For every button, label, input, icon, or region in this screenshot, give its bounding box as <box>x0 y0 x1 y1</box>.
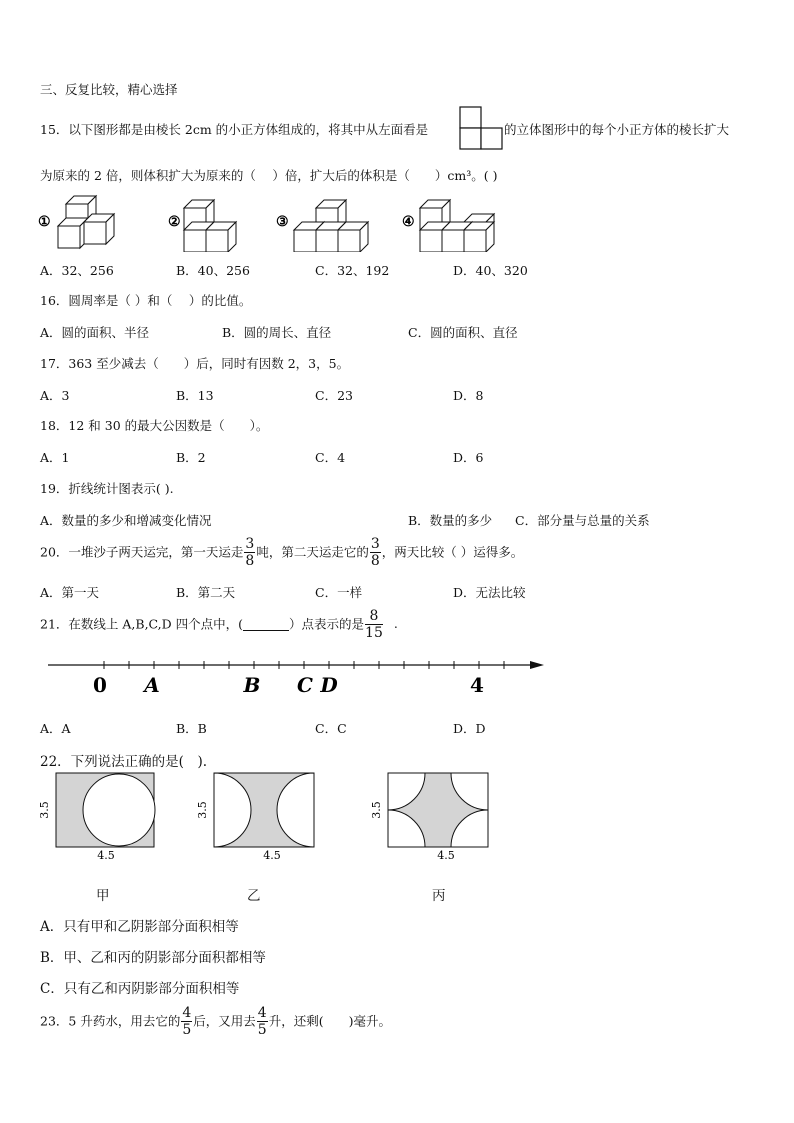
q21-frac-num: 8 <box>365 609 383 625</box>
number-line-arrow <box>530 661 544 669</box>
question-23 <box>40 1006 391 1037</box>
q22-option-b[interactable]: B．甲、乙和丙的阴影部分面积都相等 <box>40 950 266 966</box>
q15-text-a: 15．以下图形都是由棱长 2cm 的小正方体组成的，将其中从左面看是 <box>40 122 429 137</box>
q20-option-d[interactable]: D．无法比较 <box>453 585 526 600</box>
question-15-line1 <box>40 120 428 138</box>
q23-frac1-num: 4 <box>182 1005 192 1021</box>
question-17: 17．363 至少减去（ ）后，同时有因数 2，3，5。 <box>40 356 350 371</box>
q19-option-c[interactable]: C．部分量与总量的关系 <box>515 513 650 528</box>
q17-option-b[interactable]: B．13 <box>176 388 214 403</box>
q21-text-a: 21．在数线上 A,B,C,D 四个点中，( <box>40 616 244 632</box>
q20-fraction-1 <box>244 537 255 568</box>
q15-text-b: 的立体图形中的每个小正方体的棱长扩大 <box>504 122 730 137</box>
label-d: D <box>320 673 338 697</box>
q15-cube-figures <box>36 192 516 252</box>
q21-option-b[interactable]: B．B <box>176 721 207 736</box>
figure-4-label: ④ <box>402 214 415 230</box>
q16-option-c[interactable]: C．圆的面积、直径 <box>408 325 518 340</box>
q23-text-c: 升，还剩( )毫升。 <box>268 1013 391 1029</box>
q20-frac1-num: 3 <box>245 536 255 552</box>
q23-frac2-den: 5 <box>257 1022 267 1038</box>
q21-option-c[interactable]: C．C <box>315 721 347 736</box>
q22-option-c[interactable]: C．只有乙和丙阴影部分面积相等 <box>40 981 240 997</box>
q17-option-d[interactable]: D．8 <box>453 388 484 403</box>
figure-name-jia: 甲 <box>96 888 110 904</box>
q15-option-b[interactable]: B．40、256 <box>176 263 250 278</box>
q15-line2: 为原来的 2 倍，则体积扩大为原来的（ ）倍，扩大后的体积是（ ）cm³。( ) <box>40 168 498 183</box>
figure-4-cubes <box>420 200 494 252</box>
figure-jia <box>56 773 155 847</box>
figure-3-label: ③ <box>276 214 289 230</box>
q15-option-c[interactable]: C．32、192 <box>315 263 390 278</box>
label-b: B <box>243 673 261 697</box>
label-c: C <box>297 673 313 697</box>
question-20 <box>40 537 523 568</box>
q18-option-c[interactable]: C．4 <box>315 450 346 465</box>
q17-option-c[interactable]: C．23 <box>315 388 353 403</box>
q16-option-b[interactable]: B．圆的周长、直径 <box>222 325 332 340</box>
q23-text-a: 23．5 升药水，用去它的 <box>40 1013 181 1029</box>
q21-frac-den: 15 <box>365 625 383 641</box>
q21-option-d[interactable]: D．D <box>453 721 486 736</box>
figure-yi <box>214 773 314 847</box>
figure-1-cubes <box>58 196 114 248</box>
q20-text-c: ，两天比较（ ）运得多。 <box>381 544 524 560</box>
figure-2-label: ② <box>168 214 181 230</box>
q23-text-b: 后，又用去 <box>193 1013 256 1029</box>
q21-text-c: . <box>393 616 398 632</box>
label-four: 4 <box>470 673 484 697</box>
q18-option-d[interactable]: D．6 <box>453 450 484 465</box>
figure-bing <box>388 773 488 847</box>
jia-height-label: 3.5 <box>38 801 51 819</box>
q20-frac1-den: 8 <box>245 553 255 569</box>
q18-option-a[interactable]: A．1 <box>40 450 70 465</box>
question-18: 18．12 和 30 的最大公因数是（ ）。 <box>40 418 269 433</box>
q20-option-c[interactable]: C．一样 <box>315 585 363 600</box>
question-16: 16．圆周率是（ ）和（ ）的比值。 <box>40 293 252 308</box>
q20-text-a: 20．一堆沙子两天运完，第一天运走 <box>40 544 244 560</box>
figure-name-bing: 丙 <box>432 888 446 904</box>
label-zero: 0 <box>93 673 107 697</box>
question-19: 19．折线统计图表示( ). <box>40 481 174 496</box>
q23-frac1-den: 5 <box>182 1022 192 1038</box>
q20-text-b: 吨，第二天运走它的 <box>256 544 369 560</box>
q23-frac2-num: 4 <box>257 1005 267 1021</box>
figure-2-cubes <box>184 200 236 252</box>
question-21 <box>40 609 398 640</box>
q20-fraction-2 <box>370 537 381 568</box>
yi-height-label: 3.5 <box>196 801 209 819</box>
bing-width-label: 4.5 <box>437 849 455 862</box>
left-view-icon <box>459 106 503 150</box>
q20-frac2-num: 3 <box>370 536 380 552</box>
q15-option-d[interactable]: D．40、320 <box>453 263 528 278</box>
question-22: 22．下列说法正确的是( ). <box>40 754 208 770</box>
figure-3-cubes <box>294 200 368 252</box>
number-line <box>40 652 560 702</box>
q20-option-b[interactable]: B．第二天 <box>176 585 236 600</box>
q23-fraction-2 <box>257 1006 268 1037</box>
figure-name-yi: 乙 <box>247 888 261 904</box>
q19-option-a[interactable]: A．数量的多少和增减变化情况 <box>40 513 212 528</box>
q20-option-a[interactable]: A．第一天 <box>40 585 100 600</box>
jia-width-label: 4.5 <box>97 849 115 862</box>
figure-1-label: ① <box>38 214 51 230</box>
q21-fraction <box>365 609 383 640</box>
section-title: 三、反复比较，精心选择 <box>40 82 178 97</box>
q21-answer-blank[interactable] <box>243 619 289 631</box>
q22-figures <box>36 770 506 870</box>
q23-fraction-1 <box>181 1006 192 1037</box>
yi-width-label: 4.5 <box>263 849 281 862</box>
bing-height-label: 3.5 <box>370 801 383 819</box>
q20-frac2-den: 8 <box>370 553 380 569</box>
label-a: A <box>144 673 160 697</box>
q17-option-a[interactable]: A．3 <box>40 388 70 403</box>
q19-option-b[interactable]: B．数量的多少 <box>408 513 493 528</box>
q22-option-a[interactable]: A．只有甲和乙阴影部分面积相等 <box>40 919 239 935</box>
q15-option-a[interactable]: A．32、256 <box>40 263 114 278</box>
q18-option-b[interactable]: B．2 <box>176 450 206 465</box>
q21-text-b: ）点表示的是 <box>289 616 365 632</box>
q21-option-a[interactable]: A．A <box>40 721 71 736</box>
q16-option-a[interactable]: A．圆的面积、半径 <box>40 325 150 340</box>
